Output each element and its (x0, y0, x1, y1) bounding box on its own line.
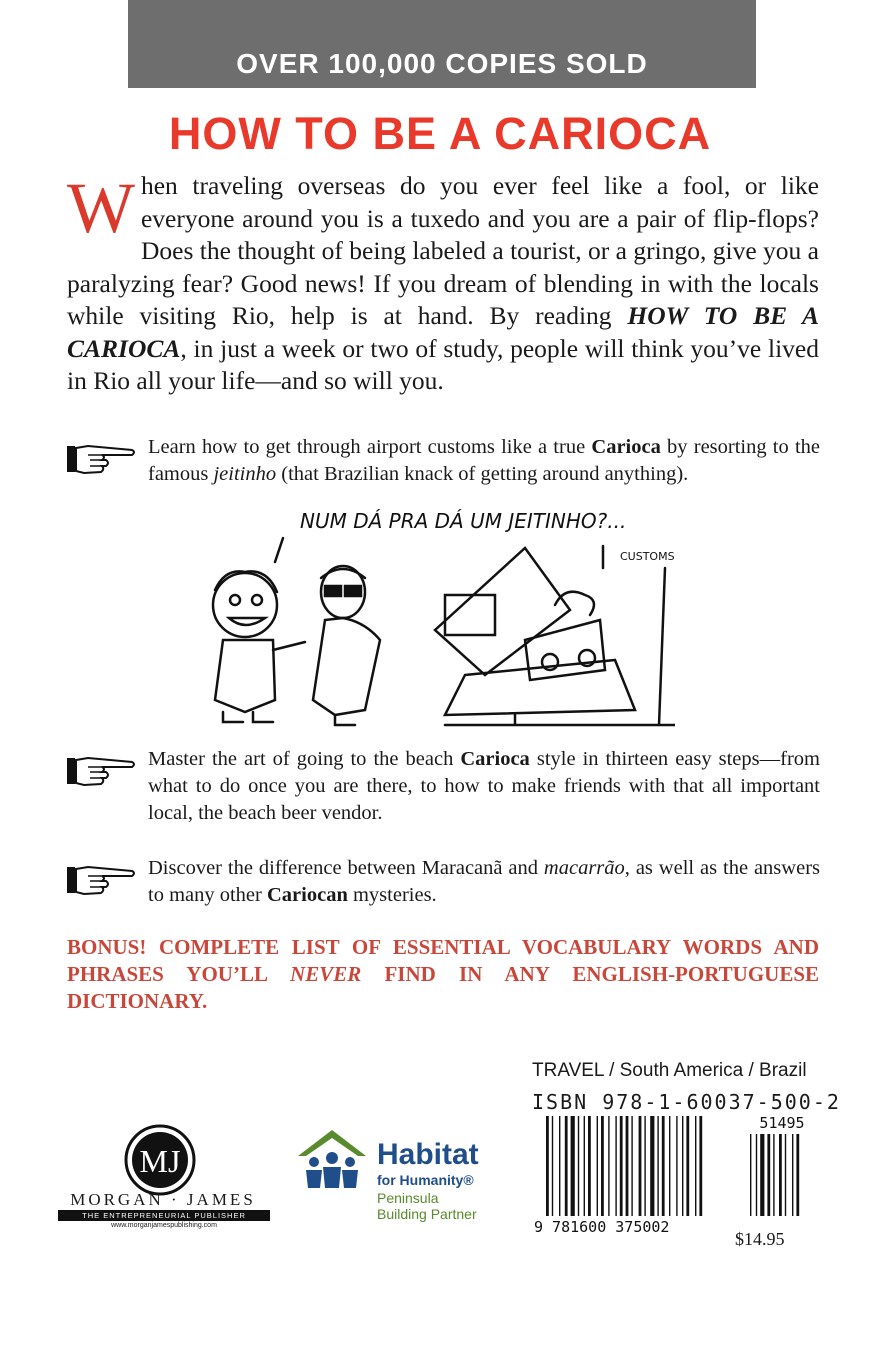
addon-bar (750, 1134, 751, 1216)
barcode-bar (657, 1116, 658, 1216)
barcode-bar (669, 1116, 670, 1216)
customs-cartoon (195, 500, 675, 730)
addon-bar (785, 1134, 786, 1216)
barcode-bar (699, 1116, 702, 1216)
barcode-bar (601, 1116, 604, 1216)
habitat-name: Habitat (377, 1138, 479, 1171)
publisher-url: www.morganjamespublishing.com (111, 1222, 217, 1229)
intro-text-b: , in just a week or two of study, people will think you’ve lived in Rio all your life—and so will you. (67, 333, 819, 395)
intro-text-a: hen traveling overseas do you ever feel like a fool, or like everyone around you is a tuxedo and you are a pair of flip-flops? Does the thought of being labeled a tourist, or a gringo, give you a paralyzing fear? Good news! If you dream of blending in with the locals while visiting Rio, help is at hand. By reading (67, 171, 819, 330)
barcode-bar (626, 1116, 629, 1216)
barcode-bar (578, 1116, 579, 1216)
barcode-bar (584, 1116, 585, 1216)
barcode-bar (571, 1116, 575, 1216)
barcode-bar (588, 1116, 591, 1216)
bullet-2 (66, 746, 820, 827)
barcode-bar (695, 1116, 696, 1216)
sales-banner (128, 0, 756, 88)
barcode-bar (620, 1116, 623, 1216)
price-label: $14.95 (735, 1229, 785, 1249)
barcode-bar (552, 1116, 553, 1216)
addon-bar (756, 1134, 757, 1216)
customs-sign: CUSTOMS (620, 550, 675, 563)
book-title: HOW TO BE A CARIOCA (168, 108, 712, 159)
barcode-bar (631, 1116, 632, 1216)
barcode-bar (676, 1116, 677, 1216)
barcode-bar (686, 1116, 689, 1216)
intro-paragraph (67, 170, 819, 398)
mj-monogram: MJ (139, 1143, 181, 1179)
bisac-category: TRAVEL / South America / Brazil (532, 1060, 807, 1081)
barcode-bar (650, 1116, 654, 1216)
bullet-1 (66, 434, 820, 488)
barcode-bar (644, 1116, 645, 1216)
publisher-name: MORGAN · JAMES (70, 1190, 256, 1209)
bullet-3 (66, 855, 820, 909)
barcode-bar (597, 1116, 598, 1216)
barcode-bar (608, 1116, 609, 1216)
addon-bar (760, 1134, 764, 1216)
pointing-hand-icon (66, 438, 136, 478)
barcode-bar (639, 1116, 642, 1216)
bonus-text: BONUS! COMPLETE LIST OF ESSENTIAL VOCABULARY WORDS AND PHRASES YOU’LL NEVER FIND IN ANY ENGLISH-PORTUGUESE DICTIONARY. (67, 935, 820, 1013)
habitat-partner: Peninsula Building Partner (377, 1190, 477, 1222)
barcode-bar (682, 1116, 683, 1216)
bullet-2-text: Master the art of going to the beach Carioca style in thirteen easy steps—from what to do once you are there, to how to make friends with that all important local, the beach beer vendor. (148, 748, 820, 824)
bullet-3-text: Discover the difference between Maracanã and macarrão, as well as the answers to many other Cariocan mysteries. (148, 857, 820, 906)
addon-bar (773, 1134, 774, 1216)
pointing-hand-icon (66, 750, 136, 790)
barcode-bar (546, 1116, 549, 1216)
addon-bar (792, 1134, 793, 1216)
habitat-subtitle: for Humanity® (377, 1172, 474, 1188)
drop-cap: W (67, 168, 135, 248)
habitat-house-icon (292, 1126, 372, 1192)
isbn-barcode (532, 1114, 812, 1234)
pointing-hand-icon (66, 859, 136, 899)
intro-emphasis: HOW TO BE A CARIOCA (67, 301, 819, 363)
speech-text: NUM DÁ PRA DÁ UM JEITINHO?... (300, 509, 627, 533)
isbn-label: ISBN 978-1-60037-500-2 (532, 1090, 841, 1114)
barcode-bar (615, 1116, 616, 1216)
barcode-addon: 51495 (759, 1114, 805, 1132)
bullet-1-text: Learn how to get through airport customs like a true Carioca by resorting to the famous jeitinho (that Brazilian knack of getting around anything). (148, 436, 820, 485)
barcode-bar (559, 1116, 560, 1216)
addon-bar (767, 1134, 770, 1216)
addon-bar (779, 1134, 782, 1216)
barcode-bar (565, 1116, 568, 1216)
banner-text: OVER 100,000 COPIES SOLD (236, 48, 648, 79)
barcode-bar (662, 1116, 665, 1216)
barcode-digits: 9 781600 375002 (534, 1218, 670, 1234)
addon-bar (796, 1134, 799, 1216)
publisher-tagline: THE ENTREPRENEURIAL PUBLISHER (58, 1210, 270, 1221)
